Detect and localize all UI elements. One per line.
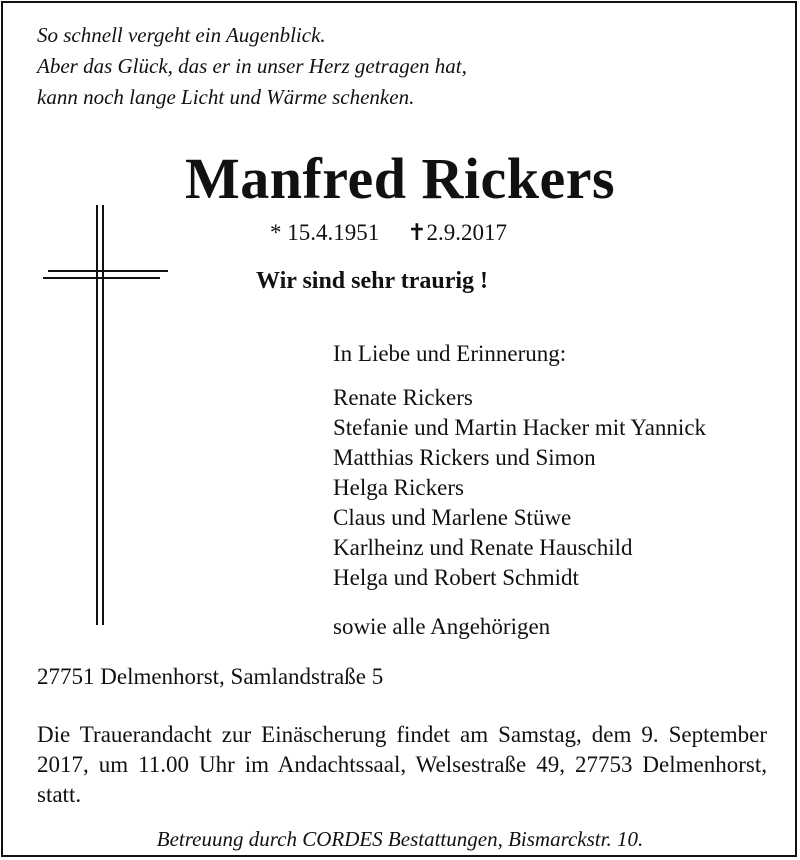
funeral-service-info: Die Trauerandacht zur Einäscherung findet am Samstag, dem 9. September 2017, um 11.00 Uhr im Andachtssaal, Welsestraße 49, 27753 Delmenhorst, statt.: [37, 722, 767, 807]
poem-line: Aber das Glück, das er in unser Herz getragen hat,: [37, 54, 467, 78]
deceased-name: Manfred Rickers: [184, 146, 616, 211]
death-date: 2.9.2017: [426, 220, 508, 245]
birth-date: * 15.4.1951: [270, 220, 380, 245]
poem: [37, 20, 467, 113]
mourner-name: Helga Rickers: [333, 475, 464, 500]
mourner-name: Helga und Robert Schmidt: [333, 565, 579, 590]
life-dates: [270, 218, 507, 248]
mourner-name: Renate Rickers: [333, 385, 473, 410]
funeral-home-credit: Betreuung durch CORDES Bestattungen, Bismarckstr. 10.: [156, 827, 644, 851]
other-relatives: sowie alle Angehörigen: [333, 614, 551, 639]
latin-cross-icon: ✝: [407, 220, 427, 245]
poem-line: So schnell vergeht ein Augenblick.: [37, 23, 326, 47]
remembrance-intro: In Liebe und Erinnerung:: [333, 341, 567, 366]
mourner-name: Claus und Marlene Stüwe: [333, 505, 572, 530]
mourner-name: Matthias Rickers und Simon: [333, 445, 596, 470]
mourners-list: [333, 383, 706, 593]
mourner-name: Stefanie und Martin Hacker mit Yannick: [333, 415, 707, 440]
family-address: 27751 Delmenhorst, Samlandstraße 5: [37, 664, 384, 689]
poem-line: kann noch lange Licht und Wärme schenken.: [37, 85, 415, 109]
mourner-name: Karlheinz und Renate Hauschild: [333, 535, 633, 560]
double-line-cross-icon: [40, 205, 170, 625]
sorrow-statement: Wir sind sehr traurig !: [256, 268, 489, 294]
